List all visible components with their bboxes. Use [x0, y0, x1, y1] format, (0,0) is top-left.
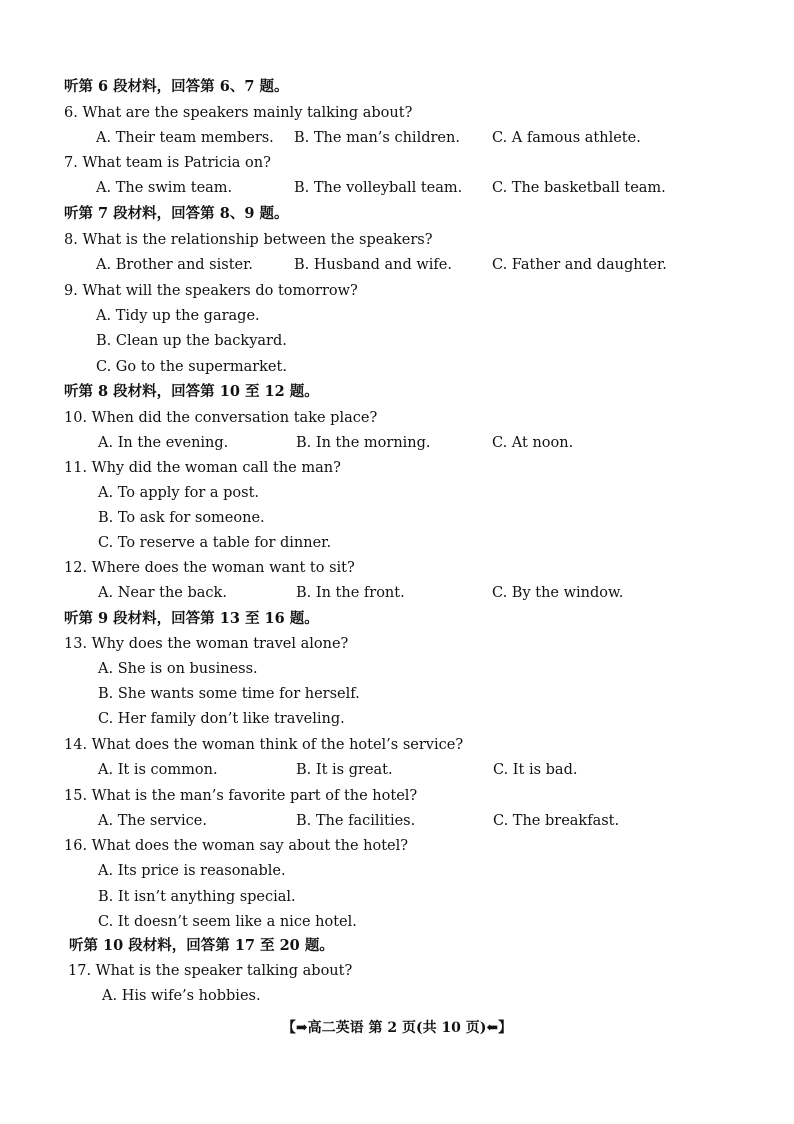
- q7-option-b: B. The volleyball team.: [294, 180, 463, 196]
- arrow-right-icon: ➡: [295, 1020, 308, 1036]
- q12-option-c: C. By the window.: [492, 585, 624, 601]
- q11-option-a: A. To apply for a post.: [98, 485, 260, 501]
- q14-option-b: B. It is great.: [296, 762, 393, 778]
- q15-option-c: C. The breakfast.: [493, 813, 620, 829]
- footer-label: 高二英语 第 2 页(共 10 页): [307, 1020, 487, 1036]
- q17-option-a: A. His wife’s hobbies.: [102, 988, 261, 1004]
- question-8: 8. What is the relationship between the speakers?: [64, 232, 433, 248]
- q12-option-a: A. Near the back.: [98, 585, 227, 601]
- question-14: 14. What does the woman think of the hotel’s service?: [64, 737, 464, 753]
- q6-option-c: C. A famous athlete.: [492, 130, 641, 146]
- q10-option-b: B. In the morning.: [296, 435, 431, 451]
- q16-option-a: A. Its price is reasonable.: [98, 863, 286, 879]
- page-footer: [0, 1017, 794, 1037]
- q8-option-b: B. Husband and wife.: [294, 257, 452, 273]
- q14-option-a: A. It is common.: [98, 762, 218, 778]
- q14-option-c: C. It is bad.: [493, 762, 578, 778]
- question-10: 10. When did the conversation take place?: [64, 410, 378, 426]
- q8-option-c: C. Father and daughter.: [492, 257, 667, 273]
- q6-option-a: A. Their team members.: [96, 130, 274, 146]
- q15-option-a: A. The service.: [98, 813, 207, 829]
- right-bracket: 】: [498, 1020, 513, 1036]
- question-17: 17. What is the speaker talking about?: [68, 963, 353, 979]
- q13-option-b: B. She wants some time for herself.: [98, 686, 360, 702]
- q7-option-c: C. The basketball team.: [492, 180, 666, 196]
- q13-option-c: C. Her family don’t like traveling.: [98, 711, 345, 727]
- section-heading: 听第 6 段材料，回答第 6、7 题。: [64, 78, 289, 95]
- question-9: 9. What will the speakers do tomorrow?: [64, 283, 358, 299]
- question-12: 12. Where does the woman want to sit?: [64, 560, 355, 576]
- question-15: 15. What is the man’s favorite part of the hotel?: [64, 788, 418, 804]
- section-heading: 听第 8 段材料，回答第 10 至 12 题。: [64, 383, 319, 400]
- question-6: 6. What are the speakers mainly talking about?: [64, 105, 413, 121]
- q9-option-b: B. Clean up the backyard.: [96, 333, 287, 349]
- q10-option-a: A. In the evening.: [98, 435, 229, 451]
- q7-option-a: A. The swim team.: [96, 180, 233, 196]
- q13-option-a: A. She is on business.: [98, 661, 258, 677]
- question-11: 11. Why did the woman call the man?: [64, 460, 341, 476]
- q15-option-b: B. The facilities.: [296, 813, 416, 829]
- left-bracket: 【: [281, 1020, 296, 1036]
- arrow-left-icon: ⬅: [486, 1020, 499, 1036]
- question-16: 16. What does the woman say about the hotel?: [64, 838, 409, 854]
- section-heading: 听第 9 段材料，回答第 13 至 16 题。: [64, 610, 319, 627]
- q10-option-c: C. At noon.: [492, 435, 574, 451]
- q11-option-c: C. To reserve a table for dinner.: [98, 535, 332, 551]
- q16-option-c: C. It doesn’t seem like a nice hotel.: [98, 914, 357, 930]
- section-heading: 听第 7 段材料，回答第 8、9 题。: [64, 205, 289, 222]
- q16-option-b: B. It isn’t anything special.: [98, 889, 296, 905]
- q9-option-a: A. Tidy up the garage.: [96, 308, 260, 324]
- q11-option-b: B. To ask for someone.: [98, 510, 265, 526]
- section-heading: 听第 10 段材料，回答第 17 至 20 题。: [69, 937, 334, 954]
- question-13: 13. Why does the woman travel alone?: [64, 636, 349, 652]
- q6-option-b: B. The man’s children.: [294, 130, 460, 146]
- question-7: 7. What team is Patricia on?: [64, 155, 271, 171]
- q8-option-a: A. Brother and sister.: [96, 257, 254, 273]
- q12-option-b: B. In the front.: [296, 585, 405, 601]
- q9-option-c: C. Go to the supermarket.: [96, 359, 287, 375]
